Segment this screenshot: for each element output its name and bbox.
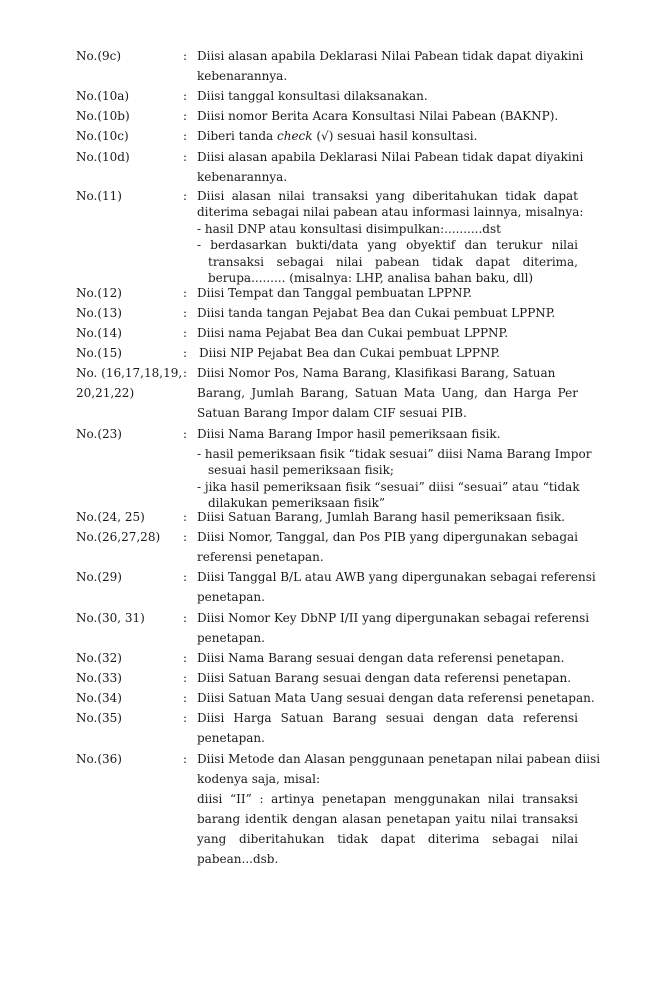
entry-label: No.(10d) xyxy=(76,150,130,164)
desc-line: barang identik dengan alasan penetapan yaitu nilai transaksi xyxy=(197,812,578,826)
desc-line: Diisi Harga Satuan Barang sesuai dengan data referensi xyxy=(197,711,578,725)
entry-colon: : xyxy=(183,752,188,766)
entry-description xyxy=(197,668,578,688)
entry-label: No.(33) xyxy=(76,671,122,685)
entry-description xyxy=(197,106,578,126)
entry-description xyxy=(197,147,584,187)
entry-description xyxy=(197,303,578,323)
entry-colon: : xyxy=(183,570,188,584)
desc-line: Barang, Jumlah Barang, Satuan Mata Uang, dan Harga Per xyxy=(197,386,578,400)
desc-italic-text: check xyxy=(277,129,313,143)
entry-description xyxy=(197,126,578,146)
entry-colon: : xyxy=(183,671,188,685)
desc-bullet-line: - hasil pemeriksaan fisik “tidak sesuai” diisi Nama Barang Impor xyxy=(197,447,592,461)
entry-colon: : xyxy=(183,89,188,103)
desc-line: penetapan. xyxy=(197,731,265,745)
desc-text: Diberi tanda xyxy=(197,129,277,143)
entry-description xyxy=(197,708,578,748)
entry-label: No.(10c) xyxy=(76,129,129,143)
desc-line: diterima sebagai nilai pabean atau informasi lainnya, misalnya: xyxy=(197,205,584,220)
entry-label: No.(29) xyxy=(76,570,122,584)
entry-description xyxy=(197,46,584,86)
desc-line: transaksi sebagai nilai pabean tidak dapat diterima, xyxy=(208,254,578,269)
desc-line: Diisi alasan apabila Deklarasi Nilai Pabean tidak dapat diyakini xyxy=(197,150,584,164)
entry-label: No.(35) xyxy=(76,711,122,725)
desc-line: diisi “II” : artinya penetapan menggunakan nilai transaksi xyxy=(197,792,578,806)
entry-colon: : xyxy=(183,611,188,625)
desc-line: Diisi Nomor Pos, Nama Barang, Klasifikasi Barang, Satuan xyxy=(197,366,556,380)
entry-label: No.(13) xyxy=(76,306,122,320)
desc-bullet-list xyxy=(197,446,592,512)
entry-colon: : xyxy=(183,150,188,164)
entry-description xyxy=(197,283,578,303)
entry-label-line: 20,21,22) xyxy=(76,386,135,400)
entry-description xyxy=(197,527,578,567)
entry-label: No.(36) xyxy=(76,752,122,766)
entry-description xyxy=(197,688,595,708)
entry-colon: : xyxy=(183,346,188,360)
entry-label: No.(9c) xyxy=(76,49,122,63)
entry-description xyxy=(197,363,578,423)
desc-line: Diisi nomor Berita Acara Konsultasi Nilai Pabean (BAKNP). xyxy=(197,109,559,123)
entry-colon: : xyxy=(183,366,188,380)
desc-line: Diisi tanda tangan Pejabat Bea dan Cukai pembuat LPPNP. xyxy=(197,306,556,320)
desc-line xyxy=(197,126,578,146)
entry-label: No.(10a) xyxy=(76,89,130,103)
desc-line: penetapan. xyxy=(197,590,265,604)
entry-description xyxy=(197,424,592,512)
entry-label: No.(15) xyxy=(76,346,122,360)
entry-colon: : xyxy=(183,306,188,320)
entry-description xyxy=(199,343,580,363)
desc-line: Diisi tanggal konsultasi dilaksanakan. xyxy=(197,89,428,103)
desc-line: Diisi Tempat dan Tanggal pembuatan LPPNP. xyxy=(197,286,472,300)
desc-line: Diisi Nama Barang sesuai dengan data referensi penetapan. xyxy=(197,651,565,665)
desc-line: penetapan. xyxy=(197,631,265,645)
desc-line: Diisi nama Pejabat Bea dan Cukai pembuat LPPNP. xyxy=(197,326,509,340)
entry-label: No.(12) xyxy=(76,286,122,300)
entry-label: No.(14) xyxy=(76,326,122,340)
desc-line: referensi penetapan. xyxy=(197,550,324,564)
desc-line: sesuai hasil pemeriksaan fisik; xyxy=(208,463,394,478)
entry-colon: : xyxy=(183,651,188,665)
entry-colon: : xyxy=(183,711,188,725)
entry-description xyxy=(197,323,578,343)
desc-line: yang diberitahukan tidak dapat diterima sebagai nilai xyxy=(197,832,578,846)
entry-colon: : xyxy=(183,109,188,123)
entry-description xyxy=(197,507,578,527)
entry-label: No.(26,27,28) xyxy=(76,530,161,544)
desc-line: dilakukan pemeriksaan fisik” xyxy=(208,496,386,511)
desc-line: Diisi NIP Pejabat Bea dan Cukai pembuat LPPNP. xyxy=(199,346,500,360)
entry-label: No.(30, 31) xyxy=(76,611,145,625)
entry-description xyxy=(197,608,590,648)
desc-text: (√) sesuai hasil konsultasi. xyxy=(312,129,478,143)
desc-line: pabean...dsb. xyxy=(197,852,279,866)
desc-bullet-line: - berdasarkan bukti/data yang obyektif dan terukur nilai xyxy=(197,238,578,253)
entry-colon: : xyxy=(183,189,188,203)
desc-line: Diisi Nama Barang Impor hasil pemeriksaan fisik. xyxy=(197,427,501,441)
entry-colon: : xyxy=(183,49,188,63)
desc-line: Diisi alasan apabila Deklarasi Nilai Pabean tidak dapat diyakini xyxy=(197,49,584,63)
entry-label: No.(23) xyxy=(76,427,122,441)
entry-colon: : xyxy=(183,286,188,300)
entry-label xyxy=(76,363,182,403)
desc-line: Diisi Satuan Mata Uang sesuai dengan data referensi penetapan. xyxy=(197,691,595,705)
entry-colon: : xyxy=(183,326,188,340)
entry-label: No.(10b) xyxy=(76,109,130,123)
desc-line: kebenarannya. xyxy=(197,69,288,83)
desc-line: Diisi Metode dan Alasan penggunaan penetapan nilai pabean diisi xyxy=(197,752,601,766)
desc-bullet-line: - hasil DNP atau konsultasi disimpulkan:..........dst xyxy=(197,221,501,236)
desc-line: Diisi Nomor Key DbNP I/II yang dipergunakan sebagai referensi xyxy=(197,611,590,625)
entry-colon: : xyxy=(183,510,188,524)
entry-description xyxy=(197,188,584,286)
desc-line: berupa......... (misalnya: LHP, analisa bahan baku, dll) xyxy=(208,270,534,285)
entry-colon: : xyxy=(183,530,188,544)
entry-label: No.(34) xyxy=(76,691,122,705)
desc-line: Satuan Barang Impor dalam CIF sesuai PIB. xyxy=(197,406,467,420)
entry-description xyxy=(197,567,596,607)
desc-line: Diisi alasan nilai transaksi yang diberitahukan tidak dapat xyxy=(197,189,578,203)
entry-label: No.(24, 25) xyxy=(76,510,145,524)
entry-colon: : xyxy=(183,427,188,441)
desc-line: Diisi Nomor, Tanggal, dan Pos PIB yang dipergunakan sebagai xyxy=(197,530,578,544)
entry-colon: : xyxy=(183,129,188,143)
entry-description xyxy=(197,86,578,106)
entry-description xyxy=(197,648,578,668)
entry-description xyxy=(197,749,601,869)
desc-bullet-line: - jika hasil pemeriksaan fisik “sesuai” diisi “sesuai” atau “tidak xyxy=(197,479,580,494)
desc-line: kodenya saja, misal: xyxy=(197,772,320,786)
desc-line: kebenarannya. xyxy=(197,170,288,184)
entry-label: No.(11) xyxy=(76,189,122,203)
desc-line: Diisi Satuan Barang sesuai dengan data referensi penetapan. xyxy=(197,671,572,685)
entry-colon: : xyxy=(183,691,188,705)
desc-line: Diisi Satuan Barang, Jumlah Barang hasil pemeriksaan fisik. xyxy=(197,510,565,524)
desc-line: Diisi Tanggal B/L atau AWB yang dipergunakan sebagai referensi xyxy=(197,570,596,584)
entry-label: No.(32) xyxy=(76,651,122,665)
entry-label-line: No. (16,17,18,19, xyxy=(76,366,183,380)
